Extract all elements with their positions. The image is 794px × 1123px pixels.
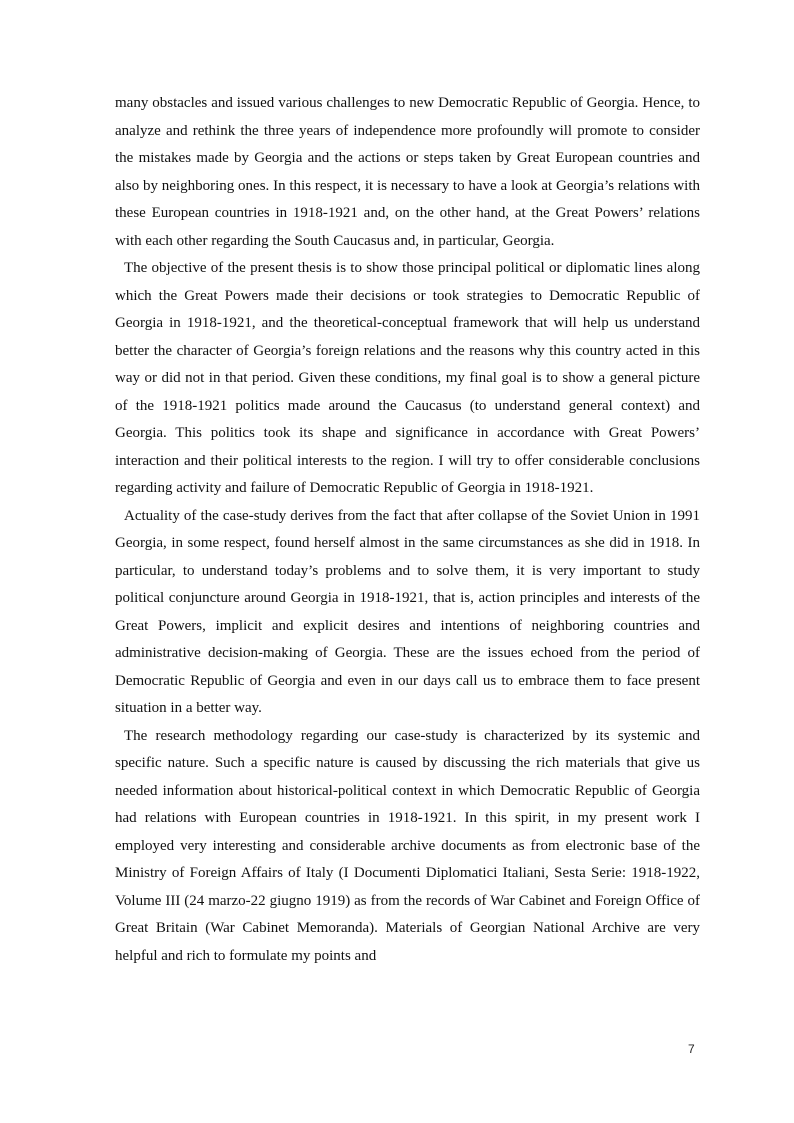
paragraph-objective: The objective of the present thesis is to show those principal political or diplomatic lines along which the Great Powers made their decisions or took strategies to Democratic Republic of Georgia in 1918-1921, and the theoretical-conceptual framework that will help us understand better the character of Georgia’s foreign relations and the reasons why this country acted in this way or did not in that period. Given these conditions, my final goal is to show a general picture of the 1918-1921 politics made around the Caucasus (to understand general context) and Georgia. This politics took its shape and significance in accordance with Great Powers’ interaction and their political interests to the region. I will try to offer considerable conclusions regarding activity and failure of Democratic Republic of Georgia in 1918-1921. — [115, 260, 700, 496]
document-body — [115, 90, 700, 970]
paragraph-continuation: many obstacles and issued various challenges to new Democratic Republic of Georgia. Hence, to analyze and rethink the three years of independence more profoundly will promote to consider the mistakes made by Georgia and the actions or steps taken by Great European countries and also by neighboring ones. In this respect, it is necessary to have a look at Georgia’s relations with these European countries in 1918-1921 and, on the other hand, at the Great Powers’ relations with each other regarding the South Caucasus and, in particular, Georgia. — [115, 95, 700, 249]
paragraph-methodology: The research methodology regarding our case-study is characterized by its systemic and specific nature. Such a specific nature is caused by discussing the rich materials that give us needed information about historical-political context in which Democratic Republic of Georgia had relations with European countries in 1918-1921. In this spirit, in my present work I employed very interesting and considerable archive documents as from electronic base of the Ministry of Foreign Affairs of Italy (I Documenti Diplomatici Italiani, Sesta Serie: 1918-1922, Volume III (24 marzo-22 giugno 1919) as from the records of War Cabinet and Foreign Office of Great Britain (War Cabinet Memoranda). Materials of Georgian National Archive are very helpful and rich to formulate my points and — [115, 727, 700, 964]
page-number: 7 — [688, 1042, 695, 1056]
paragraph-actuality: Actuality of the case-study derives from the fact that after collapse of the Soviet Union in 1991 Georgia, in some respect, found herself almost in the same circumstances as she did in 1918. In particular, to understand today’s problems and to solve them, it is very important to study political conjuncture around Georgia in 1918-1921, that is, action principles and interests of the Great Powers, implicit and explicit desires and intentions of neighboring countries and administrative decision-making of Georgia. These are the issues echoed from the period of Democratic Republic of Georgia and even in our days call us to embrace them to face present situation in a better way. — [115, 507, 700, 716]
